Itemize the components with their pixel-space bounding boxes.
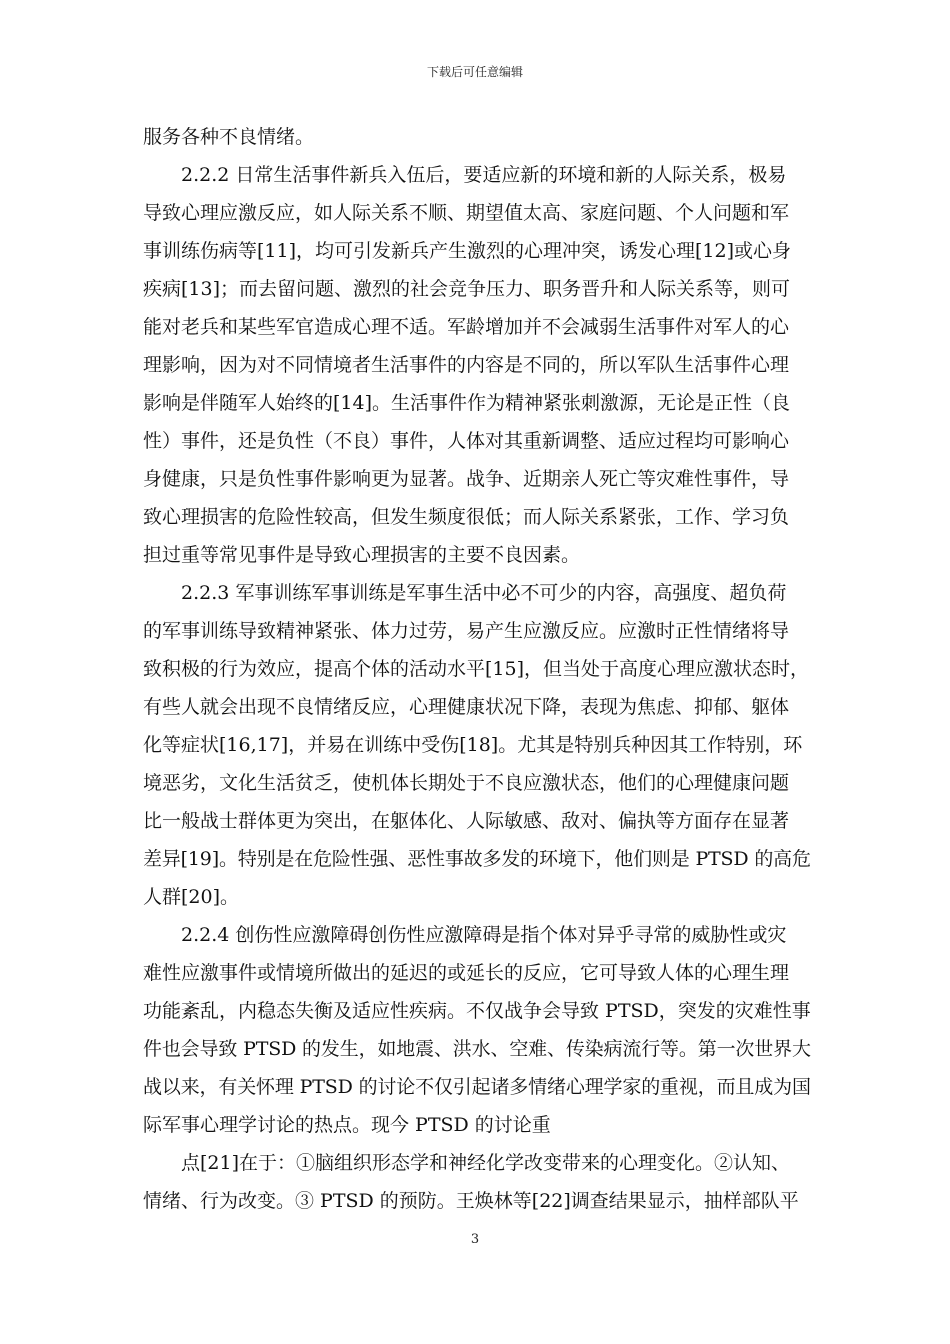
text-line: 担过重等常见事件是导致心理损害的主要不良因素。: [143, 544, 581, 566]
text-line: 有些人就会出现不良情绪反应，心理健康状况下降，表现为焦虑、抑郁、躯体: [143, 696, 790, 718]
text-line: 致心理损害的危险性较高，但发生频度很低；而人际关系紧张，工作、学习负: [143, 506, 790, 528]
text-line: 比一般战士群体更为突出，在躯体化、人际敏感、敌对、偏执等方面存在显著: [143, 810, 790, 832]
text-line: 性）事件，还是负性（不良）事件，人体对其重新调整、适应过程均可影响心: [143, 430, 790, 452]
text-line: 导致心理应激反应，如人际关系不顺、期望值太高、家庭问题、个人问题和军: [143, 202, 790, 224]
text-line: 影响是伴随军人始终的[14]。生活事件作为精神紧张刺激源，无论是正性（良: [143, 392, 791, 414]
text-line: 服务各种不良情绪。: [143, 126, 315, 148]
text-line: 理影响，因为对不同情境者生活事件的内容是不同的，所以军队生活事件心理: [143, 354, 790, 376]
text-line: 2.2.4 创伤性应激障碍创伤性应激障碍是指个体对异乎寻常的威胁性或灾: [181, 924, 787, 946]
text-line: 能对老兵和某些军官造成心理不适。军龄增加并不会减弱生活事件对军人的心: [143, 316, 790, 338]
text-line: 疾病[13]；而去留问题、激烈的社会竞争压力、职务晋升和人际关系等，则可: [143, 278, 791, 300]
text-line: 战以来，有关怀理 PTSD 的讨论不仅引起诸多情绪心理学家的重视，而且成为国: [143, 1076, 811, 1098]
text-line: 点[21]在于：①脑组织形态学和神经化学改变带来的心理变化。②认知、: [181, 1152, 791, 1174]
text-line: 境恶劣，文化生活贫乏，使机体长期处于不良应激状态，他们的心理健康问题: [143, 772, 790, 794]
text-line: 事训练伤病等[11]，均可引发新兵产生激烈的心理冲突，诱发心理[12]或心身: [143, 240, 792, 262]
text-line: 化等症状[16,17]，并易在训练中受伤[18]。尤其是特别兵种因其工作特别，环: [143, 734, 803, 756]
text-line: 2.2.2 日常生活事件新兵入伍后，要适应新的环境和新的人际关系，极易: [181, 164, 787, 186]
document-body: [143, 118, 811, 1220]
text-line: 情绪、行为改变。③ PTSD 的预防。王焕林等[22]调查结果显示，抽样部队平: [143, 1190, 799, 1212]
text-line: 致积极的行为效应，提高个体的活动水平[15]，但当处于高度心理应激状态时，: [143, 658, 810, 680]
page-number: 3: [470, 1232, 480, 1247]
text-line: 的军事训练导致精神紧张、体力过劳，易产生应激反应。应激时正性情绪将导: [143, 620, 790, 642]
text-line: 件也会导致 PTSD 的发生，如地震、洪水、空难、传染病流行等。第一次世界大: [143, 1038, 811, 1060]
text-line: 难性应激事件或情境所做出的延迟的或延长的反应，它可导致人体的心理生理: [143, 962, 790, 984]
text-line: 身健康，只是负性事件影响更为显著。战争、近期亲人死亡等灾难性事件，导: [143, 468, 790, 490]
page-header: 下载后可任意编辑: [426, 65, 523, 79]
text-line: 功能紊乱，内稳态失衡及适应性疾病。不仅战争会导致 PTSD，突发的灾难性事: [143, 1000, 811, 1022]
text-line: 际军事心理学讨论的热点。现今 PTSD 的讨论重: [143, 1114, 551, 1136]
text-line: 2.2.3 军事训练军事训练是军事生活中必不可少的内容，高强度、超负荷: [181, 582, 787, 604]
text-line: 差异[19]。特别是在危险性强、恶性事故多发的环境下，他们则是 PTSD 的高危: [143, 848, 811, 870]
text-line: 人群[20]。: [143, 886, 240, 908]
